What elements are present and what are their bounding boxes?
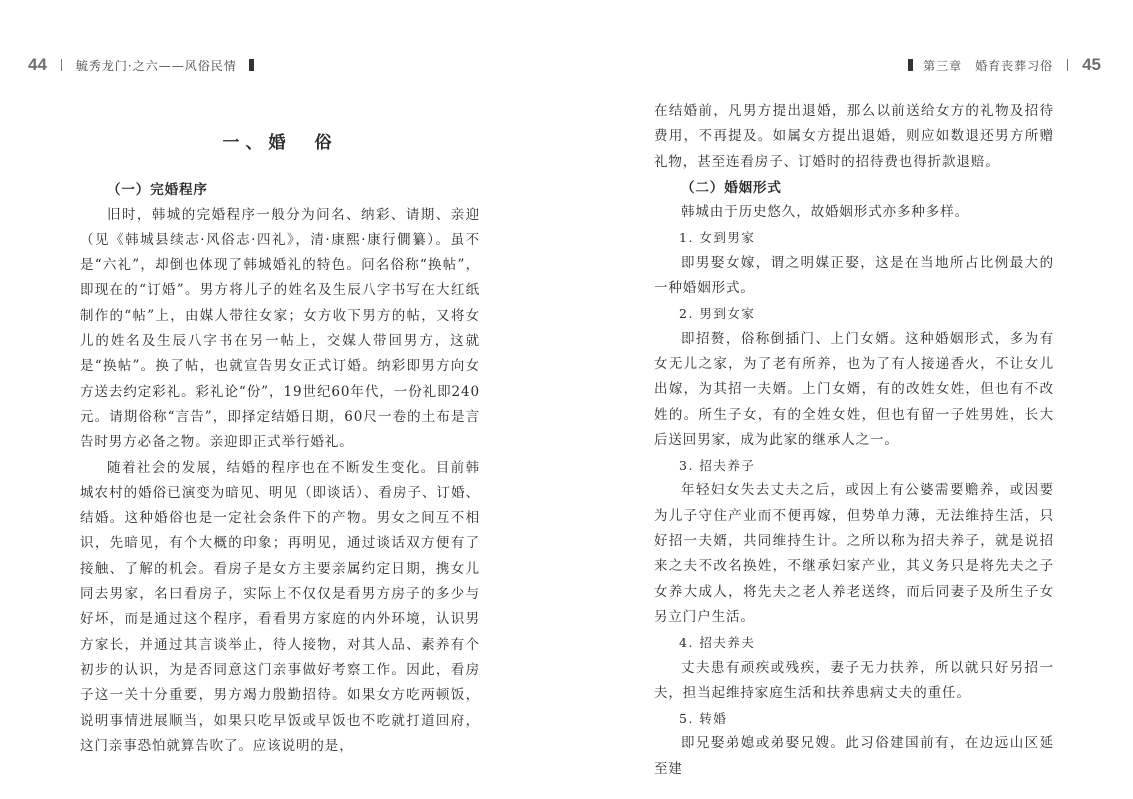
subsection-heading: （一）完婚程序 bbox=[107, 182, 208, 198]
numbered-heading: 3. 招夫养子 bbox=[679, 458, 756, 474]
left-page bbox=[0, 0, 566, 799]
header-block-mark bbox=[249, 59, 254, 71]
paragraph-continuation: 在结婚前，凡男方提出退婚，那么以前送给女方的礼物及招待费用，不再提及。如属女方提出退婚，则应如数退还男方所赠礼物，甚至连看房子、订婚时的招待费也得折款退赔。 bbox=[654, 103, 1054, 170]
right-body-text bbox=[654, 99, 1054, 782]
header-divider bbox=[61, 59, 62, 71]
right-running-header bbox=[908, 54, 1101, 76]
paragraph: 即兄娶弟媳或弟娶兄嫂。此习俗建国前有，在边远山区延至建 bbox=[654, 735, 1054, 777]
right-page bbox=[566, 0, 1133, 799]
section-title: 一、婚 俗 bbox=[222, 133, 338, 153]
paragraph: 即招赘，俗称倒插门、上门女婿。这种婚姻形式，多为有女无儿之家，为了老有所养，也为了有人接递香火，不让女儿出嫁，为其招一夫婿。上门女婿，有的改姓女姓，但也有不改姓的。所生子女，有的全姓女姓，但也有留一子姓男姓，长大后送回男家，成为此家的继承人之一。 bbox=[654, 330, 1054, 448]
paragraph: 韩城由于历史悠久，故婚姻形式亦多种多样。 bbox=[681, 204, 969, 221]
right-page-number: 45 bbox=[1082, 55, 1101, 74]
numbered-heading: 5. 转婚 bbox=[679, 711, 728, 727]
paragraph: 随着社会的发展，结婚的程序也在不断发生变化。目前韩城农村的婚俗已演变为暗见、明见（即谈话）、看房子、订婚、结婚。这种婚俗也是一定社会条件下的产物。男女之间互不相识，先暗见，有个大概的印象；再明见，通过谈话双方便有了接触、了解的机会。看房子是女方主要亲属约定日期，携女儿同去男家，名曰看房子，实际上不仅仅是看男方房子的多少与好坏，而是通过这个程序，看看男方家庭的内外环境，认识男方家长，并通过其言谈举止，待人接物，对其人品、素养有个初步的认识，为是否同意这门亲事做好考察工作。因此，看房子这一关十分重要，男方竭力殷勤招待。如果女方吃两顿饭，说明事情进展顺当，如果只吃早饭或早饭也不吃就打道回府，这门亲事恐怕就算告吹了。应该说明的是， bbox=[80, 459, 480, 754]
header-divider bbox=[1067, 59, 1068, 71]
paragraph: 即男娶女嫁，谓之明媒正娶，这是在当地所占比例最大的一种婚姻形式。 bbox=[654, 254, 1054, 297]
left-page-number: 44 bbox=[28, 55, 47, 74]
numbered-heading: 4. 招夫养夫 bbox=[679, 635, 756, 651]
header-block-mark bbox=[908, 59, 913, 71]
paragraph: 丈夫患有顽疾或残疾，妻子无力扶养，所以就只好另招一夫，担当起维持家庭生活和扶养患病丈夫的重任。 bbox=[654, 659, 1054, 701]
left-running-header bbox=[28, 54, 254, 76]
numbered-heading: 1. 女到男家 bbox=[679, 230, 756, 246]
subsection-heading: （二）婚姻形式 bbox=[681, 179, 782, 195]
left-body-text bbox=[80, 120, 480, 759]
left-running-title: 毓秀龙门·之六——风俗民情 bbox=[75, 58, 237, 73]
right-running-title: 第三章 婚育丧葬习俗 bbox=[923, 58, 1054, 73]
numbered-heading: 2. 男到女家 bbox=[679, 306, 756, 322]
paragraph: 旧时，韩城的完婚程序一般分为问名、纳彩、请期、亲迎（见《韩城县续志·风俗志·四礼》，清·康熙·康行僩纂）。虽不是“六礼”，却倒也体现了韩城婚礼的特色。问名俗称“换帖”，即现在的“订婚”。男方将儿子的姓名及生辰八字书写在大红纸制作的“帖”上，由媒人带往女家；女方收下男方的帖，又将女儿的姓名及生辰八字书在另一帖上，交媒人带回男方，这就是“换帖”。换了帖，也就宣告男女正式订婚。纳彩即男方向女方送去约定彩礼。彩礼论“份”，19世纪60年代，一份礼即240元。请期俗称“言告”，即择定结婚日期，60尺一卷的土布是言告时男方必备之物。亲迎即正式举行婚礼。 bbox=[80, 206, 480, 451]
paragraph: 年轻妇女失去丈夫之后，或因上有公婆需要赡养，或因要为儿子守住产业而不便再嫁，但势单力薄，无法维持生活，只好招一夫婿，共同维持生计。之所以称为招夫养子，就是说招来之夫不改名换姓，不继承妇家产业，其义务只是将先夫之子女养大成人，将先夫之老人养老送终，而后同妻子及所生子女另立门户生活。 bbox=[654, 482, 1054, 625]
